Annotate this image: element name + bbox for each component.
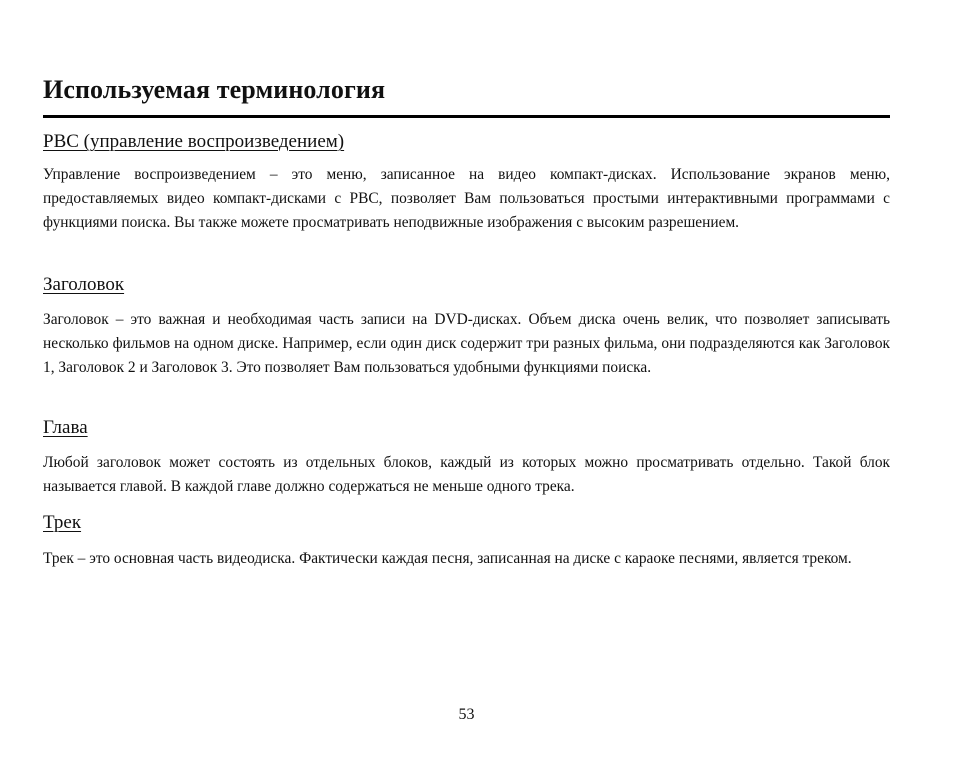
page-number: 53 [458,706,475,723]
section-chapter [43,416,890,499]
section-track [43,511,890,571]
section-text-title: Заголовок – это важная и необходимая часть записи на DVD-дисках. Объем диска очень велик, что позволяет записывать несколько фильмов на одном диске. Например, если один диск содержит три разных фильма, они подразделяются как Заголовок 1, Заголовок 2 и Заголовок 3. Это позволяет Вам пользоваться удобными функциями поиска. [43,311,890,376]
section-heading-track: Трек [43,512,82,533]
title-underline-rule [43,115,890,118]
section-heading-pbc: PBC (управление воспроизведением) [43,131,345,152]
section-title [43,273,890,380]
section-heading-title: Заголовок [43,274,125,295]
page-title: Используемая терминология [43,75,386,104]
document-page [43,0,890,781]
section-text-chapter: Любой заголовок может состоять из отдельных блоков, каждый из которых можно просматривать отдельно. Такой блок называется главой. В каждой главе должно содержаться не меньше одного трека. [43,454,890,495]
section-text-pbc: Управление воспроизведением – это меню, записанное на видео компакт-дисках. Использование экранов меню, предоставляемых видео компакт-дисками с PBC, позволяет Вам пользоваться простыми интерактивными программами с функциями поиска. Вы также можете просматривать неподвижные изображения с высоким разрешением. [43,166,890,231]
section-heading-chapter: Глава [43,417,88,438]
section-pbc [43,130,890,235]
section-text-track: Трек – это основная часть видеодиска. Фактически каждая песня, записанная на диске с караоке песнями, является треком. [43,550,852,567]
